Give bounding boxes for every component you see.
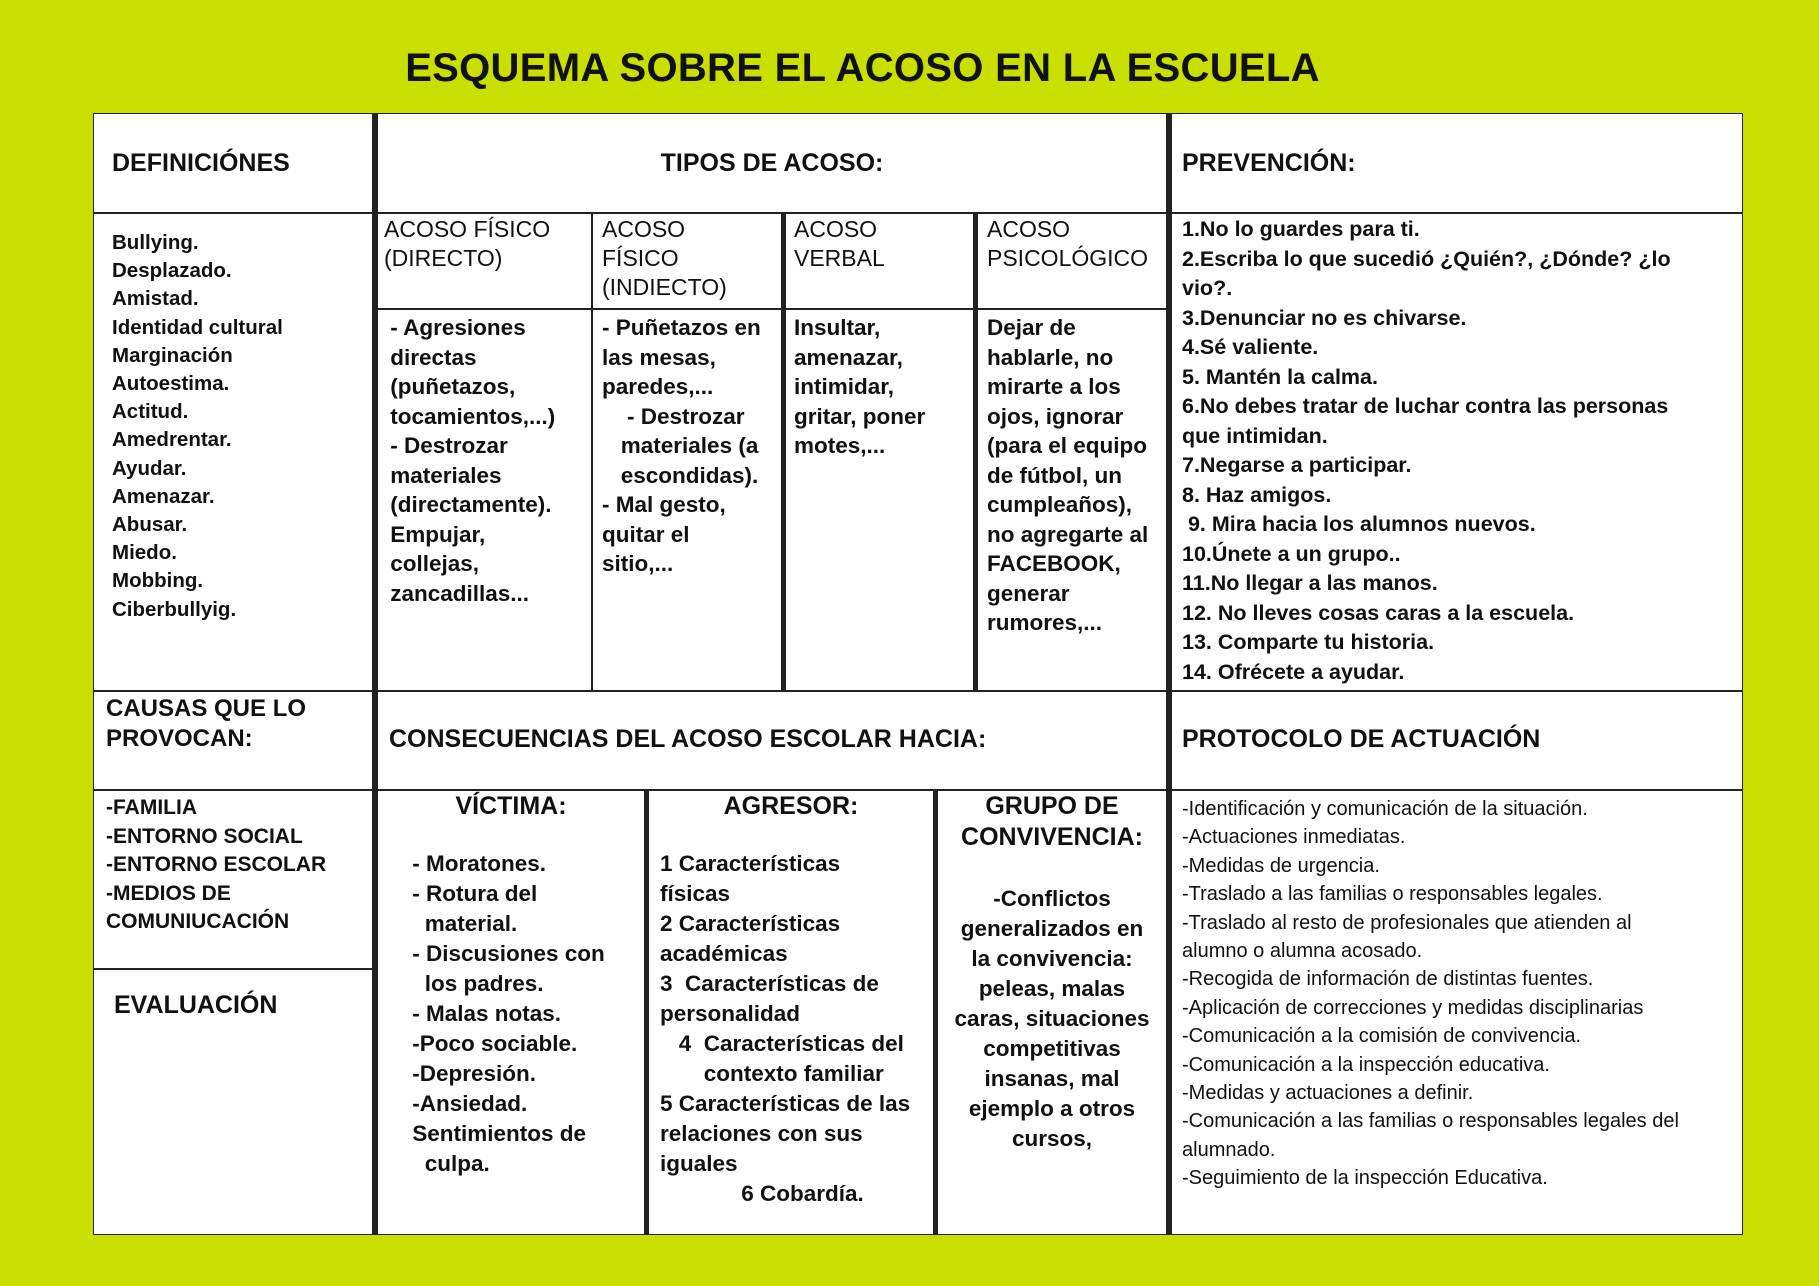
agresor-line: personalidad	[660, 1001, 801, 1026]
definicion-item: Miedo.	[112, 541, 177, 565]
acoso-psicologico-line: generar	[987, 580, 1070, 606]
agresor-line: relaciones con sus	[660, 1121, 863, 1146]
grupo-heading-line: CONVIVENCIA:	[961, 823, 1143, 851]
grupo-list	[938, 884, 1166, 1154]
acoso-fisico-indirecto-header	[602, 215, 790, 302]
acoso-fisico-directo-line: directas	[384, 344, 477, 370]
grupo-heading	[938, 791, 1166, 853]
agresor-heading: AGRESOR:	[723, 792, 859, 820]
protocolo-list	[1182, 795, 1679, 1193]
victima-line: -Ansiedad.	[406, 1091, 528, 1116]
acoso-fisico-directo-line: collejas,	[384, 551, 480, 576]
agresor-line: académicas	[660, 941, 788, 966]
acoso-psicologico-header-line: PSICOLÓGICO	[987, 245, 1149, 271]
protocolo-line: -Identificación y comunicación de la situación.	[1182, 798, 1588, 820]
victima-line: - Moratones.	[406, 851, 547, 876]
causas-list	[106, 794, 326, 937]
protocolo-line: -Comunicación a la comisión de convivencia.	[1182, 1025, 1582, 1048]
protocolo-line: -Traslado a las familias o responsables legales.	[1182, 883, 1603, 906]
divider-row-3	[94, 789, 1742, 791]
prevencion-line: 5. Mantén la calma.	[1182, 364, 1378, 389]
grupo-line: peleas, malas	[978, 976, 1126, 1001]
divider-left-column	[372, 114, 378, 1234]
acoso-fisico-indirecto-header-line: FÍSICO	[602, 245, 679, 271]
prevencion-line: vio?.	[1182, 276, 1233, 300]
acoso-verbal-line: Insultar,	[794, 315, 881, 340]
definicion-item: Ciberbullyig.	[112, 597, 237, 621]
acoso-fisico-indirecto-line: las mesas,	[602, 344, 716, 370]
agresor-line: 5 Características de las	[660, 1091, 911, 1116]
causas-heading	[106, 694, 306, 754]
grupo-line: competitivas	[983, 1036, 1121, 1061]
victima-line: -Depresión.	[406, 1061, 537, 1086]
acoso-fisico-indirecto-line: - Destrozar	[602, 403, 745, 429]
acoso-psicologico-line: mirarte a los	[987, 374, 1121, 399]
causas-heading-line: PROVOCAN:	[106, 725, 253, 752]
acoso-fisico-directo-header-line: (DIRECTO)	[384, 245, 503, 271]
acoso-fisico-directo-header-line: ACOSO FÍSICO	[384, 216, 551, 242]
acoso-verbal-line: amenazar,	[794, 344, 903, 370]
grupo-line: generalizados en	[960, 916, 1144, 941]
acoso-psicologico-line: hablarle, no	[987, 344, 1114, 370]
prevencion-line: 11.No llegar a las manos.	[1182, 571, 1438, 595]
acoso-psicologico-line: cumpleaños),	[987, 492, 1133, 517]
grupo-line: la convivencia:	[971, 946, 1133, 971]
acoso-psicologico-line: de fútbol, un	[987, 462, 1122, 488]
acoso-fisico-indirecto-line: quitar el	[602, 521, 690, 547]
prevencion-line: 6.No debes tratar de luchar contra las personas	[1182, 394, 1669, 418]
victima-line: - Malas notas.	[406, 1001, 562, 1026]
prevencion-line: 4.Sé valiente.	[1182, 335, 1319, 359]
protocolo-line: -Seguimiento de la inspección Educativa.	[1182, 1167, 1548, 1190]
agresor-line: 4 Características del	[660, 1031, 904, 1056]
causa-item: -ENTORNO ESCOLAR	[106, 853, 327, 876]
definicion-item: Ayudar.	[112, 456, 187, 480]
definicion-item: Autoestima.	[112, 372, 230, 396]
prevencion-line: 8. Haz amigos.	[1182, 482, 1332, 507]
acoso-fisico-indirecto-header-line: (INDIECTO)	[602, 274, 727, 300]
prevencion-line: 7.Negarse a participar.	[1182, 453, 1412, 477]
divider-evaluacion	[94, 968, 374, 970]
definicion-item: Mobbing.	[112, 569, 204, 593]
definicion-item: Amistad.	[112, 287, 199, 311]
acoso-fisico-directo-line: (puñetazos,	[384, 374, 516, 399]
scheme-table	[93, 113, 1743, 1235]
acoso-fisico-directo-line: Empujar,	[384, 521, 486, 547]
victima-heading: VÍCTIMA:	[455, 792, 567, 820]
protocolo-line: -Recogida de información de distintas fuentes.	[1182, 968, 1594, 991]
victima-line: los padres.	[406, 971, 544, 996]
agresor-line: 2 Características	[660, 911, 841, 936]
acoso-verbal-body	[794, 313, 980, 461]
divider-row-1	[94, 212, 1742, 214]
consecuencias-heading: CONSECUENCIAS DEL ACOSO ESCOLAR HACIA:	[389, 725, 987, 753]
protocolo-heading: PROTOCOLO DE ACTUACIÓN	[1182, 725, 1541, 753]
causa-item: -ENTORNO SOCIAL	[106, 824, 303, 848]
prevencion-line: que intimidan.	[1182, 423, 1328, 448]
protocolo-line: -Aplicación de correcciones y medidas disciplinarias	[1182, 996, 1644, 1019]
acoso-fisico-indirecto-line: sitio,...	[602, 551, 674, 576]
acoso-fisico-indirecto-line: - Mal gesto,	[602, 492, 726, 517]
causa-item: COMUNIUCACIÓN	[106, 910, 290, 933]
definicion-item: Desplazado.	[112, 259, 232, 283]
prevencion-line: 3.Denunciar no es chivarse.	[1182, 305, 1467, 330]
acoso-psicologico-header	[987, 215, 1175, 273]
prevencion-line: 13. Comparte tu historia.	[1182, 630, 1435, 654]
acoso-psicologico-header-line: ACOSO	[987, 216, 1071, 242]
protocolo-line: -Actuaciones inmediatas.	[1182, 826, 1406, 849]
definicion-item: Identidad cultural	[112, 315, 283, 339]
agresor-line: iguales	[660, 1151, 738, 1176]
acoso-psicologico-line: no agregarte al	[987, 521, 1149, 547]
acoso-fisico-directo-header	[384, 215, 599, 273]
acoso-fisico-indirecto-line: escondidas).	[602, 462, 759, 488]
protocolo-line: -Comunicación a las familias o responsables legales del	[1182, 1110, 1679, 1133]
acoso-fisico-directo-line: - Destrozar	[384, 433, 508, 458]
causas-heading-line: CAUSAS QUE LO	[106, 695, 307, 722]
victima-line: - Discusiones con	[406, 941, 605, 966]
acoso-fisico-indirecto-body	[602, 313, 790, 579]
grupo-line: cursos,	[1011, 1126, 1093, 1151]
definicion-item: Actitud.	[112, 400, 189, 424]
divider-cons-1	[644, 790, 649, 1234]
divider-right-column	[1166, 114, 1172, 1234]
acoso-psicologico-body	[987, 313, 1175, 638]
agresor-line: 3 Características de	[660, 971, 879, 996]
definicion-item: Amedrentar.	[112, 428, 232, 452]
victima-line: -Poco sociable.	[406, 1031, 578, 1056]
victima-list	[406, 849, 605, 1179]
definiciones-list	[112, 229, 283, 624]
grupo-line: caras, situaciones	[954, 1006, 1150, 1031]
protocolo-line: -Comunicación a la inspección educativa.	[1182, 1053, 1550, 1076]
agresor-line: 1 Características	[660, 851, 841, 876]
prevencion-heading: PREVENCIÓN:	[1182, 149, 1356, 177]
grupo-line: insanas, mal	[984, 1066, 1120, 1091]
prevencion-line: 10.Únete a un grupo..	[1182, 541, 1401, 566]
acoso-fisico-directo-line: - Agresiones	[384, 315, 526, 340]
definicion-item: Bullying.	[112, 231, 199, 254]
agresor-line: físicas	[660, 881, 731, 906]
protocolo-line: -Medidas de urgencia.	[1182, 854, 1380, 877]
victima-line: Sentimientos de	[406, 1121, 587, 1146]
acoso-fisico-directo-line: tocamientos,...)	[384, 403, 556, 429]
prevencion-line: 12. No lleves cosas caras a la escuela.	[1182, 600, 1575, 625]
prevencion-line: 2.Escriba lo que sucedió ¿Quién?, ¿Dónde? ¿lo	[1182, 246, 1671, 271]
acoso-fisico-directo-line: zancadillas...	[384, 580, 530, 606]
acoso-verbal-header-line: VERBAL	[794, 245, 885, 271]
acoso-psicologico-line: Dejar de	[987, 315, 1076, 340]
causa-item: -MEDIOS DE	[106, 881, 231, 905]
prevencion-line: 9. Mira hacia los alumnos nuevos.	[1182, 512, 1536, 536]
acoso-psicologico-line: ojos, ignorar	[987, 403, 1124, 429]
page-title: ESQUEMA SOBRE EL ACOSO EN LA ESCUELA	[405, 46, 1320, 90]
protocolo-line: alumno o alumna acosado.	[1182, 940, 1423, 963]
definiciones-heading: DEFINICIÓNES	[112, 149, 290, 177]
definicion-item: Amenazar.	[112, 484, 215, 508]
acoso-verbal-header-line: ACOSO	[794, 216, 878, 242]
victima-line: material.	[406, 911, 518, 936]
acoso-fisico-directo-line: (directamente).	[384, 492, 552, 517]
prevencion-list	[1182, 215, 1671, 687]
acoso-fisico-indirecto-line: materiales (a	[602, 433, 759, 458]
acoso-fisico-indirecto-line: - Puñetazos en	[602, 315, 761, 340]
evaluacion-heading: EVALUACIÓN	[114, 991, 278, 1019]
definicion-item: Marginación	[112, 343, 233, 367]
acoso-psicologico-line: rumores,...	[987, 610, 1103, 635]
victima-line: culpa.	[406, 1151, 490, 1176]
acoso-fisico-indirecto-header-line: ACOSO	[602, 216, 686, 242]
divider-row-2	[94, 690, 1742, 692]
grupo-line: -Conflictos	[993, 886, 1111, 911]
acoso-fisico-indirecto-line: paredes,...	[602, 374, 714, 399]
protocolo-line: alumnado.	[1182, 1138, 1276, 1161]
prevencion-line: 14. Ofrécete a ayudar.	[1182, 659, 1405, 684]
prevencion-line: 1.No lo guardes para ti.	[1182, 217, 1420, 241]
causa-item: -FAMILIA	[106, 796, 197, 819]
victima-line: - Rotura del	[406, 881, 538, 906]
protocolo-line: -Traslado al resto de profesionales que atienden al	[1182, 911, 1632, 934]
acoso-verbal-line: motes,...	[794, 433, 886, 458]
acoso-psicologico-line: FACEBOOK,	[987, 551, 1121, 576]
protocolo-line: -Medidas y actuaciones a definir.	[1182, 1082, 1474, 1105]
divider-tipos-header	[378, 308, 1166, 310]
acoso-fisico-directo-body	[384, 313, 599, 608]
acoso-psicologico-line: (para el equipo	[987, 433, 1148, 458]
agresor-list	[660, 849, 910, 1209]
agresor-line: 6 Cobardía.	[660, 1181, 864, 1206]
definicion-item: Abusar.	[112, 513, 188, 537]
acoso-fisico-directo-line: materiales	[384, 462, 502, 488]
agresor-line: contexto familiar	[660, 1061, 884, 1086]
grupo-line: ejemplo a otros	[968, 1096, 1136, 1121]
tipos-heading: TIPOS DE ACOSO:	[660, 149, 884, 177]
acoso-verbal-line: gritar, poner	[794, 403, 926, 429]
grupo-heading-line: GRUPO DE	[985, 792, 1119, 820]
acoso-verbal-header	[794, 215, 980, 273]
acoso-verbal-line: intimidar,	[794, 374, 895, 399]
